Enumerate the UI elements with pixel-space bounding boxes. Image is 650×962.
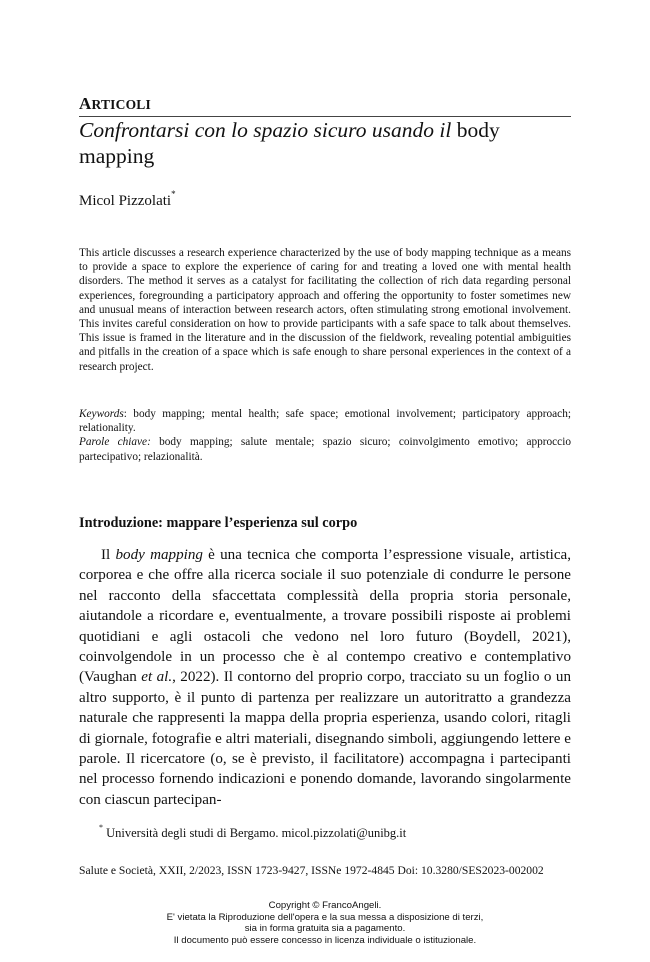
body-text-a: Il (101, 547, 116, 563)
keywords-it-list: body mapping; salute mentale; spazio sicuro; coinvolgimento emotivo; approccio partecipativo; relazionalità. (79, 436, 571, 463)
body-paragraph (79, 545, 571, 810)
section-label-rest: RTICOLI (91, 97, 151, 112)
author (79, 191, 176, 210)
section-heading: Introduzione: mappare l’esperienza sul corpo (79, 515, 358, 531)
keywords-en-label: Keywords (79, 408, 124, 420)
title-italic-part: Confrontarsi con lo spazio sicuro usando il (79, 118, 452, 142)
keywords-en-list: : body mapping; mental health; safe space; emotional involvement; participatory approach; relationality. (79, 408, 571, 435)
abstract: This article discusses a research experience characterized by the use of body mapping technique as a means to provide a space to explore the experience of caring for and treating a loved one with mental health disorders. The method it serves as a catalyst for facilitating the collection of rich data regarding personal experiences, foregrounding a participatory approach and offering the opportunity to foster sometimes new and unusual means of interaction between research actors, often stimulating strong emotional involvement. This invites careful consideration on how to provide participants with a safe space to talk about themselves. This issue is framed in the literature and in the discussion of the fieldwork, revealing potential ambiguities and pitfalls in the creation of a space which is safe enough to share personal experiences in the context of a research project. (79, 247, 571, 373)
title-plain-part: body mapping (79, 118, 500, 168)
author-footnote-mark: * (171, 189, 176, 199)
section-label-initial: A (79, 94, 92, 113)
article-title (79, 117, 571, 169)
body-text-italic-term: body mapping (115, 547, 203, 563)
keywords-it (79, 435, 571, 463)
copyright-line-1: Copyright © FrancoAngeli. (268, 900, 382, 911)
footnote-text: Università degli studi di Bergamo. micol.pizzolati@unibg.it (103, 826, 407, 841)
keywords-block (79, 407, 571, 464)
body-text-etal: et al. (141, 669, 173, 686)
keywords-en (79, 407, 571, 435)
body-text-b: è una tecnica che comporta l’espressione visuale, artistica, corporea e che offre alla ricerca sociale il suo potenziale di condurre le persone nel racconto della sfaccettata complessità della propria storia personale, aiutandole a ricordare e, eventualmente, a trovare possibili risposte ai problemi quotidiani e agli ostacoli che vedono nel loro futuro (Boydell, 2021), coinvolgendole in un processo che è al contempo creativo e contemplativo (Vaughan (79, 547, 572, 686)
footnote (99, 825, 406, 841)
copyright-notice (0, 900, 650, 946)
body-text-c: , 2022). Il contorno del proprio corpo, tracciato su un foglio o un altro supporto, è il punto di partenza per realizzare un autoritratto a grandezza naturale che rappresenti la mappa della propria esperienza, usando colori, ritagli di giornale, fotografie e altri materiali, disegnando simboli, aggiungendo lettere e parole. Il ricercatore (o, se è previsto, il facilitatore) accompagna i partecipanti nel processo fornendo indicazioni e ponendo domande, lavorando singolarmente con ciascun partecipan- (79, 669, 571, 808)
copyright-line-4: Il documento può essere concesso in licenza individuale o istituzionale. (173, 934, 477, 946)
copyright-line-3: sia in forma gratuita sia a pagamento. (244, 923, 406, 935)
footnote-mark: * (99, 823, 103, 832)
author-name: Micol Pizzolati (79, 193, 172, 209)
keywords-it-label: Parole chiave: (79, 436, 151, 449)
section-label (79, 94, 151, 114)
journal-citation-line: Salute e Società, XXII, 2/2023, ISSN 1723-9427, ISSNe 1972-4845 Doi: 10.3280/SES2023-002002 (79, 864, 544, 877)
copyright-line-2: E' vietata la Riproduzione dell'opera e la sua messa a disposizione di terzi, (166, 911, 484, 923)
